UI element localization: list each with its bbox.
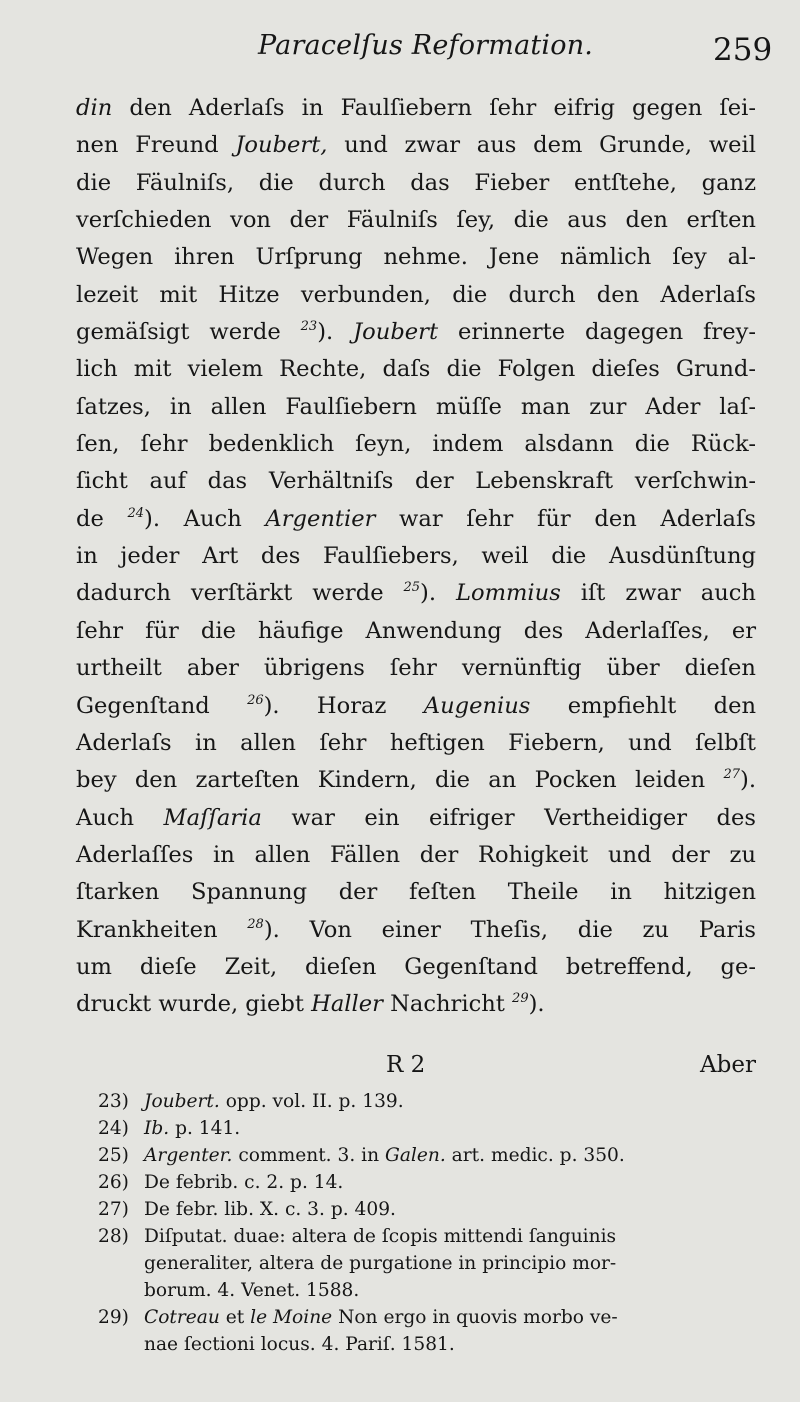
text-run: empfiehlt den bbox=[530, 692, 756, 719]
text-run: gemäſsigt werde bbox=[76, 319, 301, 346]
text-line bbox=[76, 650, 756, 687]
text-run: ). bbox=[317, 319, 354, 346]
text-line bbox=[76, 501, 756, 538]
text-run: verſchieden von der Fäulniſs ſey, die aus den erſten bbox=[76, 207, 756, 234]
text-run: Wegen ihren Urſprung nehme. Jene nämlich ſey al- bbox=[76, 244, 756, 271]
footnote-number: 24) bbox=[98, 1118, 129, 1139]
text-run: ſicht auf das Verhältniſs der Lebenskraft verſchwin- bbox=[76, 468, 756, 495]
text-run: war ſehr für den Aderlaſs bbox=[375, 505, 756, 532]
italic-name: Galen. bbox=[384, 1145, 446, 1166]
footnote-number: 26) bbox=[98, 1172, 129, 1193]
text-run: ſatzes, in allen Faulſiebern müſſe man zur Ader laſ- bbox=[76, 393, 756, 420]
italic-name: Cotreau bbox=[144, 1307, 220, 1328]
footnote-continuation bbox=[98, 1277, 758, 1304]
footnote-number: 25) bbox=[98, 1145, 129, 1166]
running-title: Paracelſus Reformation. bbox=[258, 30, 594, 61]
text-run: comment. 3. in bbox=[232, 1145, 385, 1166]
footnote-continuation bbox=[98, 1250, 758, 1277]
text-line bbox=[76, 874, 756, 911]
text-run: ). Von einer Theſis, die zu Paris bbox=[263, 916, 756, 943]
text-line bbox=[76, 538, 756, 575]
italic-name: Haller bbox=[311, 991, 383, 1018]
italic-name: Maſſaria bbox=[163, 804, 262, 831]
footnote bbox=[98, 1169, 758, 1196]
italic-name: Joubert bbox=[353, 319, 439, 346]
text-line bbox=[76, 426, 756, 463]
text-run: Aderlaſſes in allen Fällen der Rohigkeit und der zu bbox=[76, 841, 756, 868]
text-run: Gegenſtand bbox=[76, 692, 248, 719]
body-text bbox=[76, 90, 756, 1024]
footnote-number: 27) bbox=[98, 1199, 129, 1220]
italic-name: le Moine bbox=[250, 1307, 333, 1328]
text-run: nae ſectioni locus. 4. Pariſ. 1581. bbox=[144, 1334, 455, 1355]
text-run: ſtarken Spannung der feſten Theile in hitzigen bbox=[76, 879, 756, 906]
footnote-ref: 28 bbox=[247, 916, 264, 932]
text-run: de bbox=[76, 505, 128, 532]
footnote bbox=[98, 1115, 758, 1142]
catchword: Aber bbox=[700, 1052, 756, 1078]
italic-name: Argentier bbox=[265, 505, 376, 532]
text-run: lich mit vielem Rechte, daſs die Folgen dieſes Grund- bbox=[76, 356, 756, 383]
page-number: 259 bbox=[713, 32, 773, 68]
text-run: die Fäulniſs, die durch das Fieber entſtehe, ganz bbox=[76, 169, 756, 196]
text-line bbox=[76, 90, 756, 127]
footnote-ref: 23 bbox=[300, 319, 318, 335]
text-run: Diſputat. duae: altera de ſcopis mittendi ſanguinis bbox=[144, 1226, 617, 1247]
text-run: generaliter, altera de purgatione in principio mor- bbox=[144, 1253, 617, 1274]
text-line bbox=[76, 277, 756, 314]
text-run: nen Freund bbox=[76, 132, 236, 159]
text-run: war ein eifriger Vertheidiger des bbox=[261, 804, 756, 831]
footnotes bbox=[98, 1088, 758, 1358]
text-run: Krankheiten bbox=[76, 916, 248, 943]
text-run: opp. vol. II. p. 139. bbox=[219, 1091, 404, 1112]
text-run: bey den zarteſten Kindern, die an Pocken leiden bbox=[76, 767, 724, 794]
text-line bbox=[76, 837, 756, 874]
text-run: ). Auch bbox=[144, 505, 266, 532]
footnote-continuation bbox=[98, 1331, 758, 1358]
text-run: ſehr für die häufige Anwendung des Aderlaſſes, er bbox=[76, 617, 756, 644]
italic-name: Lommius bbox=[455, 580, 561, 607]
italic-name: Joubert. bbox=[144, 1091, 220, 1112]
text-run: erinnerte dagegen frey- bbox=[438, 319, 756, 346]
footnote bbox=[98, 1142, 758, 1169]
text-run: und zwar aus dem Grunde, weil bbox=[327, 132, 756, 159]
footnote-number: 29) bbox=[98, 1307, 129, 1328]
text-line bbox=[76, 389, 756, 426]
text-line bbox=[76, 463, 756, 500]
text-line bbox=[76, 800, 756, 837]
text-run: Non ergo in quovis morbo ve- bbox=[332, 1307, 618, 1328]
text-line bbox=[76, 613, 756, 650]
text-run: urtheilt aber übrigens ſehr vernünftig über dieſen bbox=[76, 655, 756, 682]
text-line bbox=[76, 575, 756, 612]
italic-name: Ib. bbox=[144, 1118, 170, 1139]
text-run: Nachricht bbox=[382, 991, 513, 1018]
text-run: druckt wurde, giebt bbox=[76, 991, 312, 1018]
signature-mark: R 2 bbox=[386, 1052, 426, 1078]
footnote-ref: 29 bbox=[512, 991, 529, 1007]
italic-name: din bbox=[76, 95, 113, 121]
page-header bbox=[0, 26, 800, 70]
text-line bbox=[76, 912, 756, 949]
text-run: Aderlaſs in allen ſehr heftigen Fiebern, und ſelbſt bbox=[76, 729, 756, 756]
text-line bbox=[76, 314, 756, 351]
text-line bbox=[76, 239, 756, 276]
text-line bbox=[76, 762, 756, 799]
text-line bbox=[76, 688, 756, 725]
text-line bbox=[76, 202, 756, 239]
text-run: et bbox=[219, 1307, 251, 1328]
text-line bbox=[76, 165, 756, 202]
footnote-number: 28) bbox=[98, 1226, 129, 1247]
footnote-ref: 26 bbox=[247, 692, 264, 708]
text-line bbox=[76, 949, 756, 986]
text-run: ). bbox=[420, 580, 456, 607]
footnote-ref: 27 bbox=[723, 767, 740, 783]
text-run: Auch bbox=[76, 804, 164, 831]
footnote bbox=[98, 1223, 758, 1250]
footnote-number: 23) bbox=[98, 1091, 129, 1112]
text-line bbox=[76, 986, 756, 1023]
text-run: ). bbox=[528, 991, 545, 1018]
text-run: den Aderlaſs in Faulſiebern ſehr eifrig gegen ſei- bbox=[112, 95, 756, 121]
text-run: iſt zwar auch bbox=[560, 580, 756, 607]
text-run: De febrib. c. 2. p. 14. bbox=[144, 1172, 344, 1193]
text-run: borum. 4. Venet. 1588. bbox=[144, 1280, 360, 1301]
text-run: dadurch verſtärkt werde bbox=[76, 580, 404, 607]
footnote bbox=[98, 1088, 758, 1115]
footnote-ref: 24 bbox=[127, 505, 145, 521]
footnote bbox=[98, 1196, 758, 1223]
italic-name: Augenius bbox=[423, 692, 531, 719]
text-run: De febr. lib. X. c. 3. p. 409. bbox=[144, 1199, 396, 1220]
footnote bbox=[98, 1304, 758, 1331]
signature-row bbox=[76, 1052, 756, 1086]
text-run: p. 141. bbox=[169, 1118, 241, 1139]
text-line bbox=[76, 351, 756, 388]
text-run: in jeder Art des Faulſiebers, weil die Ausdünſtung bbox=[76, 543, 756, 570]
text-run: ). bbox=[740, 767, 756, 794]
text-run: ſen, ſehr bedenklich ſeyn, indem alsdann die Rück- bbox=[76, 431, 756, 458]
text-run: um dieſe Zeit, dieſen Gegenſtand betreffend, ge- bbox=[76, 953, 756, 980]
text-line bbox=[76, 127, 756, 164]
text-run: ). Horaz bbox=[263, 692, 424, 719]
italic-name: Argenter. bbox=[144, 1145, 233, 1166]
footnote-ref: 25 bbox=[403, 580, 421, 596]
text-line bbox=[76, 725, 756, 762]
text-run: lezeit mit Hitze verbunden, die durch den Aderlaſs bbox=[76, 281, 756, 308]
text-run: art. medic. p. 350. bbox=[445, 1145, 625, 1166]
italic-name: Joubert, bbox=[235, 132, 328, 159]
